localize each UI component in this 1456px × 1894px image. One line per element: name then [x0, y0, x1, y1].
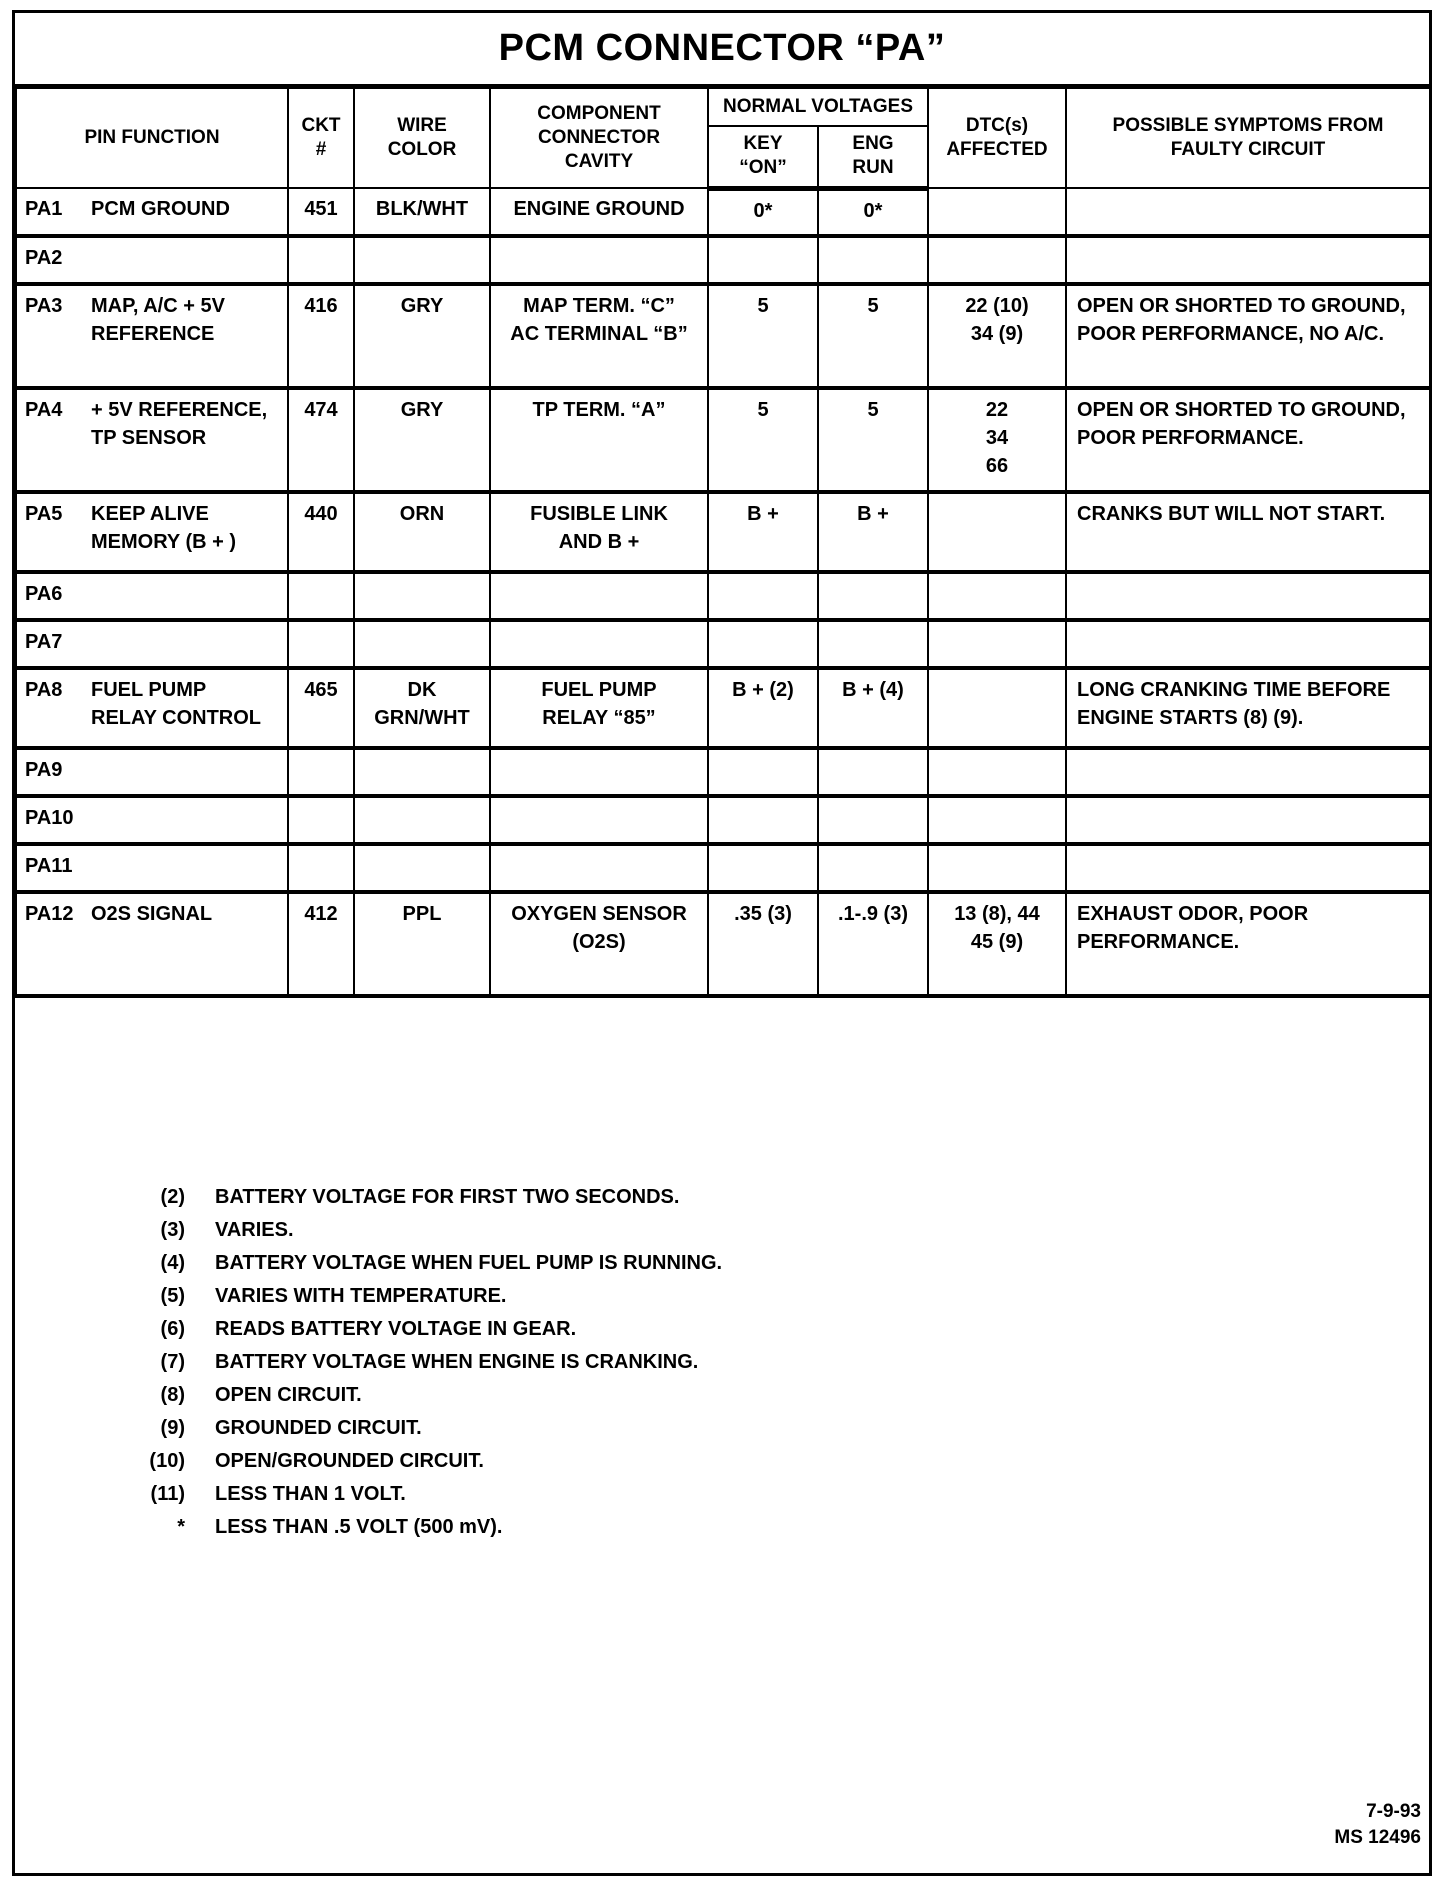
pin-function-cell [16, 284, 288, 388]
ckt-cell [288, 236, 354, 284]
symptom-cell [1066, 844, 1430, 892]
document-frame [12, 10, 1432, 1876]
footnote-text: BATTERY VOLTAGE WHEN FUEL PUMP IS RUNNING. [215, 1252, 723, 1274]
wire-color-cell [354, 844, 490, 892]
dtc-cell: 22 (10) 34 (9) [928, 284, 1066, 388]
component-cavity-cell [490, 844, 708, 892]
ckt-cell [288, 844, 354, 892]
symptom-cell [1066, 796, 1430, 844]
pin-function: MAP, A/C + 5V REFERENCE [91, 295, 225, 345]
table-row [16, 620, 1430, 668]
pin-function-cell [16, 492, 288, 572]
pin-id: PA1 [25, 198, 63, 220]
ckt-cell [288, 796, 354, 844]
footnote-number: (6) [160, 1318, 185, 1340]
footnote-number: (7) [160, 1351, 185, 1373]
eng-run-voltage-cell: .1-.9 (3) [818, 892, 928, 996]
pin-function: KEEP ALIVE MEMORY (B + ) [91, 503, 237, 553]
table-row [16, 892, 1430, 996]
footnote-text: BATTERY VOLTAGE WHEN ENGINE IS CRANKING. [215, 1351, 699, 1373]
table-row [16, 748, 1430, 796]
component-cavity-cell: FUEL PUMP RELAY “85” [490, 668, 708, 748]
table-row [16, 188, 1430, 236]
symptom-cell [1066, 572, 1430, 620]
header-pin-function: PIN FUNCTION [16, 88, 288, 188]
ckt-cell [288, 572, 354, 620]
footnote-text: OPEN CIRCUIT. [215, 1384, 362, 1406]
eng-run-voltage-cell: 5 [818, 388, 928, 492]
eng-run-voltage-cell: 0* [818, 188, 928, 236]
eng-run-voltage-cell [818, 796, 928, 844]
key-on-voltage-cell [708, 796, 818, 844]
component-cavity-cell: FUSIBLE LINK AND B + [490, 492, 708, 572]
footnote-text: VARIES WITH TEMPERATURE. [215, 1285, 507, 1307]
footnote [125, 1346, 1025, 1379]
dtc-cell [928, 668, 1066, 748]
table-row [16, 284, 1430, 388]
pin-table [15, 87, 1431, 998]
key-on-voltage-cell [708, 236, 818, 284]
dtc-cell [928, 188, 1066, 236]
wire-color-cell [354, 620, 490, 668]
dtc-cell: 22 34 66 [928, 388, 1066, 492]
ckt-cell [288, 620, 354, 668]
footnote-text: BATTERY VOLTAGE FOR FIRST TWO SECONDS. [215, 1186, 680, 1208]
ckt-cell: 412 [288, 892, 354, 996]
header-wire-color: WIRE COLOR [354, 88, 490, 188]
eng-run-voltage-cell: B + (4) [818, 668, 928, 748]
component-cavity-cell [490, 748, 708, 796]
table-row [16, 492, 1430, 572]
table-row [16, 236, 1430, 284]
pin-function-cell [16, 796, 288, 844]
wire-color-cell: GRY [354, 388, 490, 492]
wire-color-cell [354, 572, 490, 620]
key-on-voltage-cell: 5 [708, 284, 818, 388]
eng-run-voltage-cell [818, 748, 928, 796]
dtc-cell: 13 (8), 44 45 (9) [928, 892, 1066, 996]
wire-color-cell [354, 748, 490, 796]
pin-function-cell [16, 236, 288, 284]
footnote [125, 1412, 1025, 1445]
wire-color-cell: GRY [354, 284, 490, 388]
component-cavity-cell: ENGINE GROUND [490, 188, 708, 236]
footnote-number: (8) [160, 1384, 185, 1406]
key-on-voltage-cell [708, 748, 818, 796]
pin-id: PA2 [25, 247, 63, 269]
eng-run-voltage-cell: 5 [818, 284, 928, 388]
footnote [125, 1511, 1025, 1544]
component-cavity-cell [490, 236, 708, 284]
pin-function: O2S SIGNAL [91, 903, 213, 925]
key-on-voltage-cell: B + (2) [708, 668, 818, 748]
pin-id: PA9 [25, 759, 63, 781]
symptom-cell: EXHAUST ODOR, POOR PERFORMANCE. [1066, 892, 1430, 996]
footnote-text: READS BATTERY VOLTAGE IN GEAR. [215, 1318, 577, 1340]
component-cavity-cell [490, 572, 708, 620]
footnote [125, 1445, 1025, 1478]
pin-function-cell [16, 388, 288, 492]
pin-function: + 5V REFERENCE, TP SENSOR [91, 399, 268, 449]
pin-id: PA12 [25, 903, 74, 925]
pin-rows [16, 188, 1430, 996]
pin-id: PA5 [25, 503, 63, 525]
ckt-cell [288, 748, 354, 796]
symptom-cell [1066, 748, 1430, 796]
pin-function-cell [16, 188, 288, 236]
ckt-cell: 474 [288, 388, 354, 492]
footnote-text: GROUNDED CIRCUIT. [215, 1417, 422, 1439]
pin-function: PCM GROUND [91, 198, 230, 220]
pin-id: PA7 [25, 631, 63, 653]
dtc-cell [928, 236, 1066, 284]
table-row [16, 388, 1430, 492]
dtc-cell [928, 620, 1066, 668]
footnote-number: (9) [160, 1417, 185, 1439]
header-key-on: KEY “ON” [708, 126, 818, 188]
footnotes [125, 1181, 1025, 1544]
footnote [125, 1214, 1025, 1247]
wire-color-cell: PPL [354, 892, 490, 996]
dtc-cell [928, 492, 1066, 572]
pin-id: PA8 [25, 679, 63, 701]
header-ckt: CKT # [288, 88, 354, 188]
footnote-text: LESS THAN 1 VOLT. [215, 1483, 406, 1505]
header-eng-run: ENG RUN [818, 126, 928, 188]
table-row [16, 844, 1430, 892]
header-normal-voltages: NORMAL VOLTAGES [708, 88, 928, 126]
symptom-cell [1066, 188, 1430, 236]
footnote [125, 1247, 1025, 1280]
footnote-text: LESS THAN .5 VOLT (500 mV). [215, 1516, 503, 1538]
dtc-cell [928, 796, 1066, 844]
table-row [16, 796, 1430, 844]
document-reference [1334, 1799, 1421, 1851]
table-row [16, 572, 1430, 620]
key-on-voltage-cell: B + [708, 492, 818, 572]
wire-color-cell: DK GRN/WHT [354, 668, 490, 748]
ckt-cell: 440 [288, 492, 354, 572]
pin-function-cell [16, 844, 288, 892]
eng-run-voltage-cell [818, 620, 928, 668]
key-on-voltage-cell: .35 (3) [708, 892, 818, 996]
footnote [125, 1181, 1025, 1214]
symptom-cell: LONG CRANKING TIME BEFORE ENGINE STARTS (8) (9). [1066, 668, 1430, 748]
ckt-cell: 451 [288, 188, 354, 236]
footnote [125, 1379, 1025, 1412]
footnote [125, 1313, 1025, 1346]
component-cavity-cell: TP TERM. “A” [490, 388, 708, 492]
dtc-cell [928, 748, 1066, 796]
eng-run-voltage-cell [818, 236, 928, 284]
footnote-number: (10) [149, 1450, 185, 1472]
pin-id: PA6 [25, 583, 63, 605]
table-row [16, 668, 1430, 748]
footnote-number: (4) [160, 1252, 185, 1274]
key-on-voltage-cell [708, 572, 818, 620]
pin-function-cell [16, 572, 288, 620]
footnote-number: (5) [160, 1285, 185, 1307]
component-cavity-cell [490, 620, 708, 668]
page-title: PCM CONNECTOR “PA” [15, 13, 1429, 87]
header-symptoms: POSSIBLE SYMPTOMS FROM FAULTY CIRCUIT [1066, 88, 1430, 188]
pin-function: FUEL PUMP RELAY CONTROL [91, 679, 262, 729]
pin-id: PA10 [25, 807, 74, 829]
footnote-number: (3) [160, 1219, 185, 1241]
footnote-text: OPEN/GROUNDED CIRCUIT. [215, 1450, 484, 1472]
wire-color-cell: BLK/WHT [354, 188, 490, 236]
footnote-number: * [177, 1516, 185, 1538]
wire-color-cell: ORN [354, 492, 490, 572]
eng-run-voltage-cell [818, 572, 928, 620]
eng-run-voltage-cell: B + [818, 492, 928, 572]
ckt-cell: 465 [288, 668, 354, 748]
dtc-cell [928, 572, 1066, 620]
ckt-cell: 416 [288, 284, 354, 388]
footnote [125, 1478, 1025, 1511]
symptom-cell [1066, 236, 1430, 284]
date-code: 7-9-93 [1366, 1801, 1421, 1822]
pin-function-cell [16, 892, 288, 996]
symptom-cell: OPEN OR SHORTED TO GROUND, POOR PERFORMANCE. [1066, 388, 1430, 492]
key-on-voltage-cell [708, 844, 818, 892]
footnote-number: (2) [160, 1186, 185, 1208]
footnote [125, 1280, 1025, 1313]
footnote-number: (11) [150, 1483, 185, 1505]
pin-id: PA3 [25, 295, 63, 317]
wire-color-cell [354, 236, 490, 284]
symptom-cell: OPEN OR SHORTED TO GROUND, POOR PERFORMANCE, NO A/C. [1066, 284, 1430, 388]
symptom-cell [1066, 620, 1430, 668]
pin-function-cell [16, 748, 288, 796]
wire-color-cell [354, 796, 490, 844]
pin-function-cell [16, 620, 288, 668]
eng-run-voltage-cell [818, 844, 928, 892]
pin-id: PA11 [25, 855, 73, 877]
header-dtcs: DTC(s) AFFECTED [928, 88, 1066, 188]
header-component-cavity: COMPONENT CONNECTOR CAVITY [490, 88, 708, 188]
pin-id: PA4 [25, 399, 63, 421]
key-on-voltage-cell: 5 [708, 388, 818, 492]
component-cavity-cell: MAP TERM. “C” AC TERMINAL “B” [490, 284, 708, 388]
component-cavity-cell [490, 796, 708, 844]
pin-function-cell [16, 668, 288, 748]
footnote-text: VARIES. [215, 1219, 294, 1241]
symptom-cell: CRANKS BUT WILL NOT START. [1066, 492, 1430, 572]
key-on-voltage-cell [708, 620, 818, 668]
dtc-cell [928, 844, 1066, 892]
component-cavity-cell: OXYGEN SENSOR (O2S) [490, 892, 708, 996]
ms-number: MS 12496 [1334, 1827, 1421, 1848]
key-on-voltage-cell: 0* [708, 188, 818, 236]
